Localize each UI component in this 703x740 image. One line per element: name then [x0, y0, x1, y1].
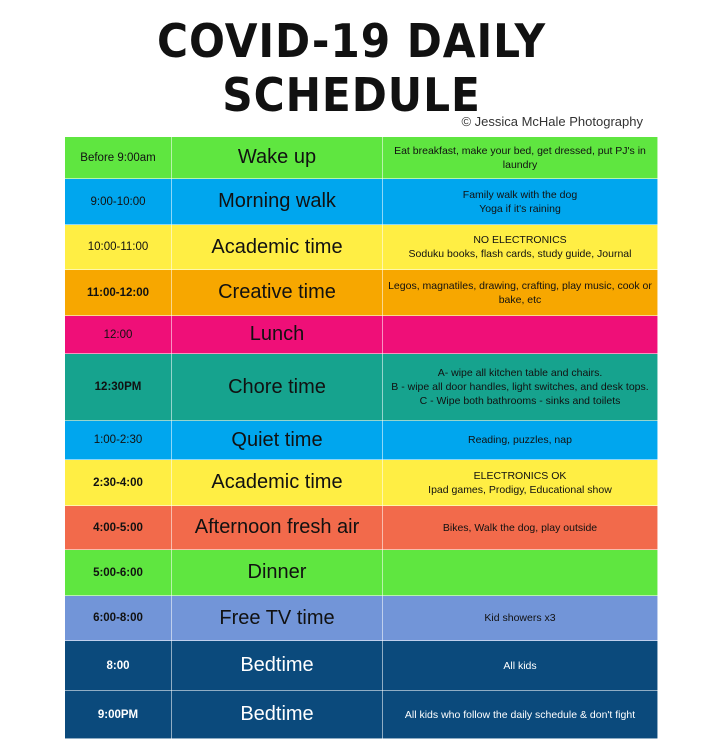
activity-cell: Morning walk [172, 179, 383, 225]
note-line: Reading, puzzles, nap [468, 434, 572, 446]
schedule-row [65, 179, 658, 225]
notes-cell [383, 691, 658, 739]
schedule-row [65, 641, 658, 691]
schedule-row [65, 550, 658, 596]
notes-cell [383, 354, 658, 421]
schedule-table [64, 136, 658, 739]
page-title: COVID-19 DAILY SCHEDULE [156, 14, 547, 122]
activity-cell: Bedtime [172, 641, 383, 691]
time-cell: 9:00-10:00 [65, 179, 172, 225]
time-cell: Before 9:00am [65, 137, 172, 179]
note-line: laundry [502, 158, 538, 171]
schedule-row [65, 506, 658, 550]
time-cell: 11:00-12:00 [65, 270, 172, 316]
activity-cell: Academic time [172, 225, 383, 270]
schedule-row [65, 354, 658, 421]
activity-cell: Academic time [172, 460, 383, 506]
notes-cell [383, 179, 658, 225]
note-line: Bikes, Walk the dog, play outside [442, 521, 598, 534]
note-line: All kids who follow the daily schedule & don't fight [404, 708, 636, 721]
notes-cell [383, 225, 658, 270]
notes-cell [383, 506, 658, 550]
schedule-row [65, 691, 658, 739]
schedule-row [65, 270, 658, 316]
note-line: Kid showers x3 [484, 612, 556, 624]
activity-cell: Quiet time [172, 421, 383, 460]
schedule-body [65, 137, 658, 739]
note-line: B - wipe all door handles, light switches, and desk tops. [391, 381, 649, 393]
schedule-row [65, 225, 658, 270]
notes-cell [383, 316, 658, 354]
time-cell: 10:00-11:00 [65, 225, 172, 270]
note-line: C - Wipe both bathrooms - sinks and toilets [419, 395, 621, 407]
activity-cell: Afternoon fresh air [172, 506, 383, 550]
note-line: ELECTRONICS OK [473, 469, 567, 482]
time-cell: 1:00-2:30 [65, 421, 172, 460]
activity-cell: Chore time [172, 354, 383, 421]
activity-cell: Bedtime [172, 691, 383, 739]
note-line: Soduku books, flash cards, study guide, Journal [408, 248, 632, 260]
activity-cell: Dinner [172, 550, 383, 596]
note-line: Eat breakfast, make your bed, get dressed, put PJ's in [394, 144, 646, 157]
note-line: Ipad games, Prodigy, Educational show [428, 483, 612, 496]
schedule-row [65, 596, 658, 641]
note-line: Legos, magnatiles, drawing, crafting, play music, cook or [388, 279, 652, 292]
schedule-row [65, 421, 658, 460]
time-cell: 9:00PM [65, 691, 172, 739]
activity-cell: Wake up [172, 137, 383, 179]
note-line: Yoga if it's raining [479, 202, 561, 215]
photo-credit: © Jessica McHale Photography [461, 114, 643, 129]
schedule-row [65, 460, 658, 506]
time-cell: 2:30-4:00 [65, 460, 172, 506]
notes-cell [383, 270, 658, 316]
activity-cell: Free TV time [172, 596, 383, 641]
activity-cell: Creative time [172, 270, 383, 316]
note-line: bake, etc [498, 293, 542, 306]
notes-cell [383, 596, 658, 641]
activity-cell: Lunch [172, 316, 383, 354]
time-cell: 12:30PM [65, 354, 172, 421]
notes-cell [383, 550, 658, 596]
notes-cell [383, 641, 658, 691]
note-line: A- wipe all kitchen table and chairs. [437, 367, 603, 379]
notes-cell [383, 137, 658, 179]
note-line: NO ELECTRONICS [473, 234, 567, 246]
time-cell: 5:00-6:00 [65, 550, 172, 596]
time-cell: 4:00-5:00 [65, 506, 172, 550]
time-cell: 8:00 [65, 641, 172, 691]
note-line: Family walk with the dog [462, 188, 578, 201]
time-cell: 6:00-8:00 [65, 596, 172, 641]
time-cell: 12:00 [65, 316, 172, 354]
notes-cell [383, 460, 658, 506]
note-line: All kids [503, 659, 537, 672]
schedule-row [65, 137, 658, 179]
notes-cell [383, 421, 658, 460]
schedule-row [65, 316, 658, 354]
